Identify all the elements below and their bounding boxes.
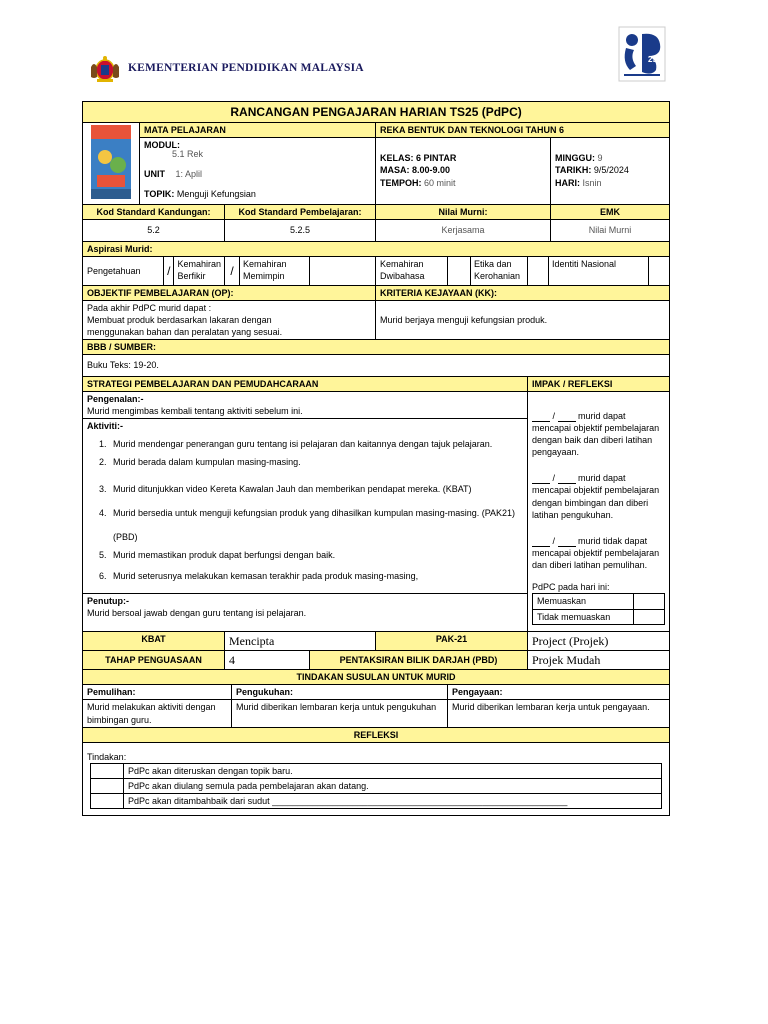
aktiviti-item: 2. Murid berada dalam kumpulan masing-masing. [109,456,523,468]
pbd-value: Projek Mudah [528,650,670,669]
lesson-plan-sheet [82,101,669,816]
lesson-plan-table [82,101,670,816]
ministry-name: KEMENTERIAN PENDIDIKAN MALAYSIA [128,62,364,74]
tindakan-box-2[interactable] [91,779,124,794]
emk-value: Nilai Murni [551,220,670,241]
class-info-right: MINGGU: 9 TARIKH: 9/5/2024 HARI: Isnin [551,138,670,205]
refleksi-label: REFLEKSI [83,727,670,742]
nilai-label: Nilai Murni: [376,205,551,220]
pdpc-tidak-memuaskan: Tidak memuaskan [533,609,634,624]
aktiviti-list [87,432,523,582]
aspirasi-identiti-cell: Identiti Nasional [528,256,670,285]
pemulihan-text: Murid melakukan aktiviti dengan bimbingan guru. [83,700,232,727]
tindakan-opt-3: PdPc akan ditambahbaik dari sudut ___________________________________________________________ [124,794,662,809]
tindakan-box-1[interactable] [91,763,124,778]
sp-label: Kod Standard Pembelajaran: [225,205,376,220]
class-info-left: KELAS: 6 PINTAR MASA: 8.00-9.00 TEMPOH: 60 minit [376,138,551,205]
subject-label: MATA PELAJARAN [140,123,376,138]
op-text: Pada akhir PdPC murid dapat : Membuat produk berdasarkan lakaran dengan menggunakan bahan dan peralatan yang sesuai. [83,300,376,339]
strategi-body: Pengenalan:- Murid mengimbas kembali tentang aktiviti sebelum ini. Aktiviti:- 1. Murid mendengar penerangan guru tentang isi pelajaran dan kaitannya dengan tajuk pelajaran. 2. Murid berada dalam kumpulan masing-masing. 3. Murid ditunjukkan video Kereta Kawalan Jauh dan memberikan pendapat mereka. (KBAT) 4. Murid bersedia untuk menguji kefungsian produk yang dihasilkan kumpulan masing-masing. (PAK21) (PBD) 5. Murid memastikan produk dapat berfungsi dengan baik. 6. Murid seterusnya melakukan kemasan terakhir pada produk masing-masing, Penutup:- Murid bersoal jawab dengan guru tentang isi pelajaran. [83,391,528,631]
pengayaan-label: Pengayaan: [448,685,670,700]
aspirasi-pengetahuan-tick: / Kemahiran Berfikir [164,256,225,285]
aktiviti-item: 1. Murid mendengar penerangan guru tentang isi pelajaran dan kaitannya dengan tajuk pelajaran. [109,432,523,456]
aspirasi-memimpin-box [310,256,376,285]
nilai-value: Kerjasama [376,220,551,241]
textbook-cover-icon [85,125,137,199]
pengukuhan-text: Murid diberikan lembaran kerja untuk pengukuhan [232,700,448,727]
tp-value: 4 [225,650,310,669]
kbat-label: KBAT [83,631,225,650]
pengukuhan-label: Pengukuhan: [232,685,448,700]
kbat-value: Mencipta [225,631,376,650]
refleksi-body: Tindakan: PdPc akan diteruskan dengan topik baru. PdPc akan diulang semula pada pembelajaran akan datang. PdPc akan ditambahbaik dari sudut ___________________________________________________________ [83,742,670,816]
subject-value: REKA BENTUK DAN TEKNOLOGI TAHUN 6 [376,123,670,138]
aspirasi-berfikir-tick: / Kemahiran Memimpin [225,256,310,285]
pengayaan-text: Murid diberikan lembaran kerja untuk pengayaan. [448,700,670,727]
coat-of-arms-icon [88,53,122,83]
bbb-label: BBB / SUMBER: [83,340,670,355]
bbb-value: Buku Teks: 19-20. [83,355,670,376]
pdpc-memuaskan-box[interactable] [634,594,665,609]
pbd-label: PENTAKSIRAN BILIK DARJAH (PBD) [310,650,528,669]
emk-label: EMK [551,205,670,220]
textbook-cover [83,123,140,205]
aktiviti-item: 4. Murid bersedia untuk menguji kefungsian produk yang dihasilkan kumpulan masing-masing. (PAK21) (PBD) [109,501,523,549]
aktiviti-item: 3. Murid ditunjukkan video Kereta Kawalan Jauh dan memberikan pendapat mereka. (KBAT) [109,477,523,501]
pdpc-memuaskan: Memuaskan [533,594,634,609]
sk-value: 5.2 [83,220,225,241]
op-label: OBJEKTIF PEMBELAJARAN (OP): [83,285,376,300]
pak-value: Project (Projek) [528,631,670,650]
pak-label: PAK-21 [376,631,528,650]
tindakan-opt-2: PdPc akan diulang semula pada pembelajaran akan datang. [124,779,662,794]
aspirasi-kerohanian-cell: Etika dan Kerohanian [448,256,528,285]
tindakan-opt-1: PdPc akan diteruskan dengan topik baru. [124,763,662,778]
susulan-label: TINDAKAN SUSULAN UNTUK MURID [83,670,670,685]
aspirasi-dwibahasa: Kemahiran Dwibahasa [376,256,448,285]
aktiviti-item: 6. Murid seterusnya melakukan kemasan terakhir pada produk masing-masing, [109,570,523,582]
kk-text: Murid berjaya menguji kefungsian produk. [376,300,670,339]
pdpc-tidak-memuaskan-box[interactable] [634,609,665,624]
pdpc-status-table [532,593,665,624]
aspirasi-label: Aspirasi Murid: [83,241,670,256]
ts25-logo-icon [618,26,666,82]
impak-label: IMPAK / REFLEKSI [528,376,670,391]
pemulihan-label: Pemulihan: [83,685,232,700]
tindakan-table [90,763,662,809]
tp-label: TAHAP PENGUASAAN [83,650,225,669]
ministry-header [88,52,364,84]
sp-value: 5.2.5 [225,220,376,241]
impak-body: / murid dapat mencapai objektif pembelajaran dengan baik dan diberi latihan pengayaan. / murid dapat mencapai objektif pembelajaran dengan bimbingan dan diberi latihan pengukuhan. / murid tidak dapat mencapai objektif pembelajaran dan diberi latihan pemulihan. PdPC pada hari ini: Memuaskan Tidak memuaskan [528,391,670,631]
svg-text:25: 25 [648,55,657,64]
page-title: RANCANGAN PENGAJARAN HARIAN TS25 (PdPC) [83,102,670,123]
aktiviti-item: 5. Murid memastikan produk dapat berfungsi dengan baik. [109,549,523,561]
modul-unit-cell: MODUL: 5.1 Rek UNIT 1: Aplil TOPIK: Menguji Kefungsian [140,138,376,205]
tindakan-box-3[interactable] [91,794,124,809]
kk-label: KRITERIA KEJAYAAN (KK): [376,285,670,300]
sk-label: Kod Standard Kandungan: [83,205,225,220]
aspirasi-pengetahuan: Pengetahuan [83,256,164,285]
strategi-label: STRATEGI PEMBELAJARAN DAN PEMUDAHCARAAN [83,376,528,391]
